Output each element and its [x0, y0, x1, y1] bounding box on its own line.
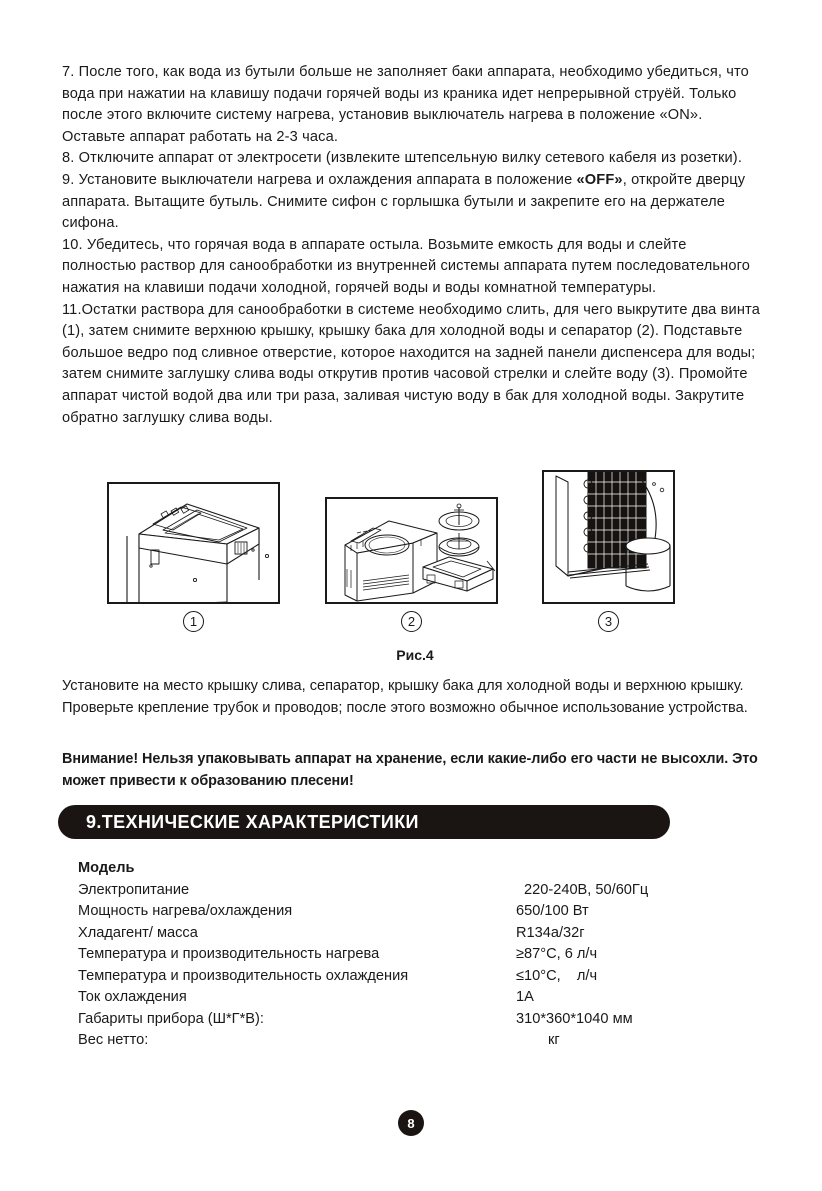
- figure-1-caption: [107, 611, 280, 632]
- figure-1-frame: [107, 482, 280, 604]
- spec-row-heating-temp: [78, 944, 698, 966]
- figure-2-frame: [325, 497, 498, 604]
- spec-row-heating-cooling-power: [78, 901, 698, 923]
- spec-row-refrigerant: [78, 923, 698, 945]
- spec-value-dimensions: 310*360*1040 мм: [516, 1010, 633, 1027]
- figure-group-ris4: [0, 470, 822, 670]
- instruction-steps: [62, 62, 762, 429]
- figure-1: [107, 482, 280, 632]
- spec-row-cooling-temp: [78, 966, 698, 988]
- warning-notice: [62, 749, 768, 792]
- spec-label-refrigerant: Хладагент/ масса: [78, 924, 198, 941]
- spec-value-refrigerant: R134a/32г: [516, 924, 585, 941]
- spec-label-cooling-current: Ток охлаждения: [78, 989, 187, 1005]
- dispenser-top-illustration: [109, 484, 280, 604]
- figure-3-frame: [542, 470, 675, 604]
- figure-group-caption-text: Рис.4: [396, 647, 434, 663]
- spec-label-heating-temp: Температура и производительность нагрева: [78, 946, 380, 962]
- paragraph-step-11: 11.Остатки раствора для санообработки в системе необходимо слить, для чего выкрутите два винта (1), затем снимите верхнюю крышку, крышку бака для холодной воды и сепаратор (2). Подставьте большое ведро под сливное отверстие, которое находится на задней панели диспенсера для воды; затем снимите заглушку слива воды открутив против часовой стрелки и слейте воду (3). Промойте аппарат чистой водой два или три раза, заливая чистую воду в бак для холодной воды. Закрутите обратно заглушку слива воды.: [62, 301, 760, 426]
- spec-label-cooling-temp: Температура и производительность охлаждения: [78, 967, 409, 984]
- page-number-badge: 8: [398, 1110, 424, 1136]
- spec-label-dimensions: Габариты прибора (Ш*Г*В):: [78, 1010, 264, 1027]
- spec-row-power-supply: [78, 880, 698, 902]
- spec-value-heating-temp: ≥87°С, 6 л/ч: [516, 946, 598, 962]
- spec-value-net-weight: кг: [548, 1032, 560, 1048]
- dispenser-disassembly-illustration: [327, 499, 498, 604]
- spec-row-model: [78, 858, 698, 880]
- figure-3-number: 3: [598, 611, 619, 632]
- figure-2-number: 2: [401, 611, 422, 632]
- section-banner-title: 9.ТЕХНИЧЕСКИЕ ХАРАКТЕРИСТИКИ: [86, 811, 419, 832]
- spec-label-model: Модель: [78, 860, 135, 876]
- post-figure-instruction: [62, 676, 762, 719]
- spec-value-cooling-current: 1А: [516, 989, 534, 1005]
- post-figure-paragraph: Установите на место крышку слива, сепаратор, крышку бака для холодной воды и верхнюю крышку. Проверьте крепление трубок и проводов; после этого возможно обычное использование устройства.: [62, 678, 748, 716]
- spec-row-net-weight: [78, 1030, 698, 1052]
- paragraph-step-7: 7. После того, как вода из бутыли больше не заполняет баки аппарата, необходимо убедиться, что вода при нажатии на клавишу подачи горячей воды из краника идет непрерывной струёй. Только после этого включите систему нагрева, установив выключатель нагрева в положение «ON». Оставьте аппарат работать на 2-3 часа.: [62, 64, 749, 145]
- figure-2: [325, 497, 498, 632]
- spec-row-cooling-current: [78, 987, 698, 1009]
- spec-label-heating-cooling-power: Мощность нагрева/охлаждения: [78, 903, 293, 919]
- specifications-table: [78, 858, 698, 1052]
- spec-label-power-supply: Электропитание: [78, 881, 190, 898]
- figure-2-caption: [325, 611, 498, 632]
- figure-group-caption: [0, 647, 822, 663]
- spec-value-power-supply: 220-240В, 50/60Гц: [524, 881, 649, 898]
- spec-row-dimensions: [78, 1009, 698, 1031]
- spec-label-net-weight: Вес нетто:: [78, 1032, 149, 1048]
- dispenser-back-drain-illustration: [544, 472, 675, 604]
- spec-value-cooling-temp: ≤10°С, л/ч: [516, 967, 598, 984]
- section-banner: [58, 805, 670, 839]
- warning-text: Внимание! Нельзя упаковывать аппарат на хранение, если какие-либо его части не высохли. Это может привести к образованию плесени!: [62, 751, 758, 789]
- paragraph-step-9: 9. Установите выключатели нагрева и охлаждения аппарата в положение «OFF», откройте дверцу аппарата. Вытащите бутыль. Снимите сифон с горлышка бутыли и закрепите его на держателе сифона.: [62, 171, 746, 232]
- figure-3: [542, 470, 675, 632]
- paragraph-step-10: 10. Убедитесь, что горячая вода в аппарате остыла. Возьмите емкость для воды и слейте полностью раствор для санообработки из внутренней системы аппарата путем последовательного нажатия на клавиши подачи холодной, горячей воды и воды комнатной температуры.: [62, 236, 751, 296]
- figure-1-number: 1: [183, 611, 204, 632]
- paragraph-step-8: 8. Отключите аппарат от электросети (извлеките штепсельную вилку сетевого кабеля из розетки).: [62, 150, 743, 167]
- spec-value-model: [516, 858, 698, 880]
- spec-value-heating-cooling-power: 650/100 Вт: [516, 903, 589, 919]
- figure-3-caption: [542, 611, 675, 632]
